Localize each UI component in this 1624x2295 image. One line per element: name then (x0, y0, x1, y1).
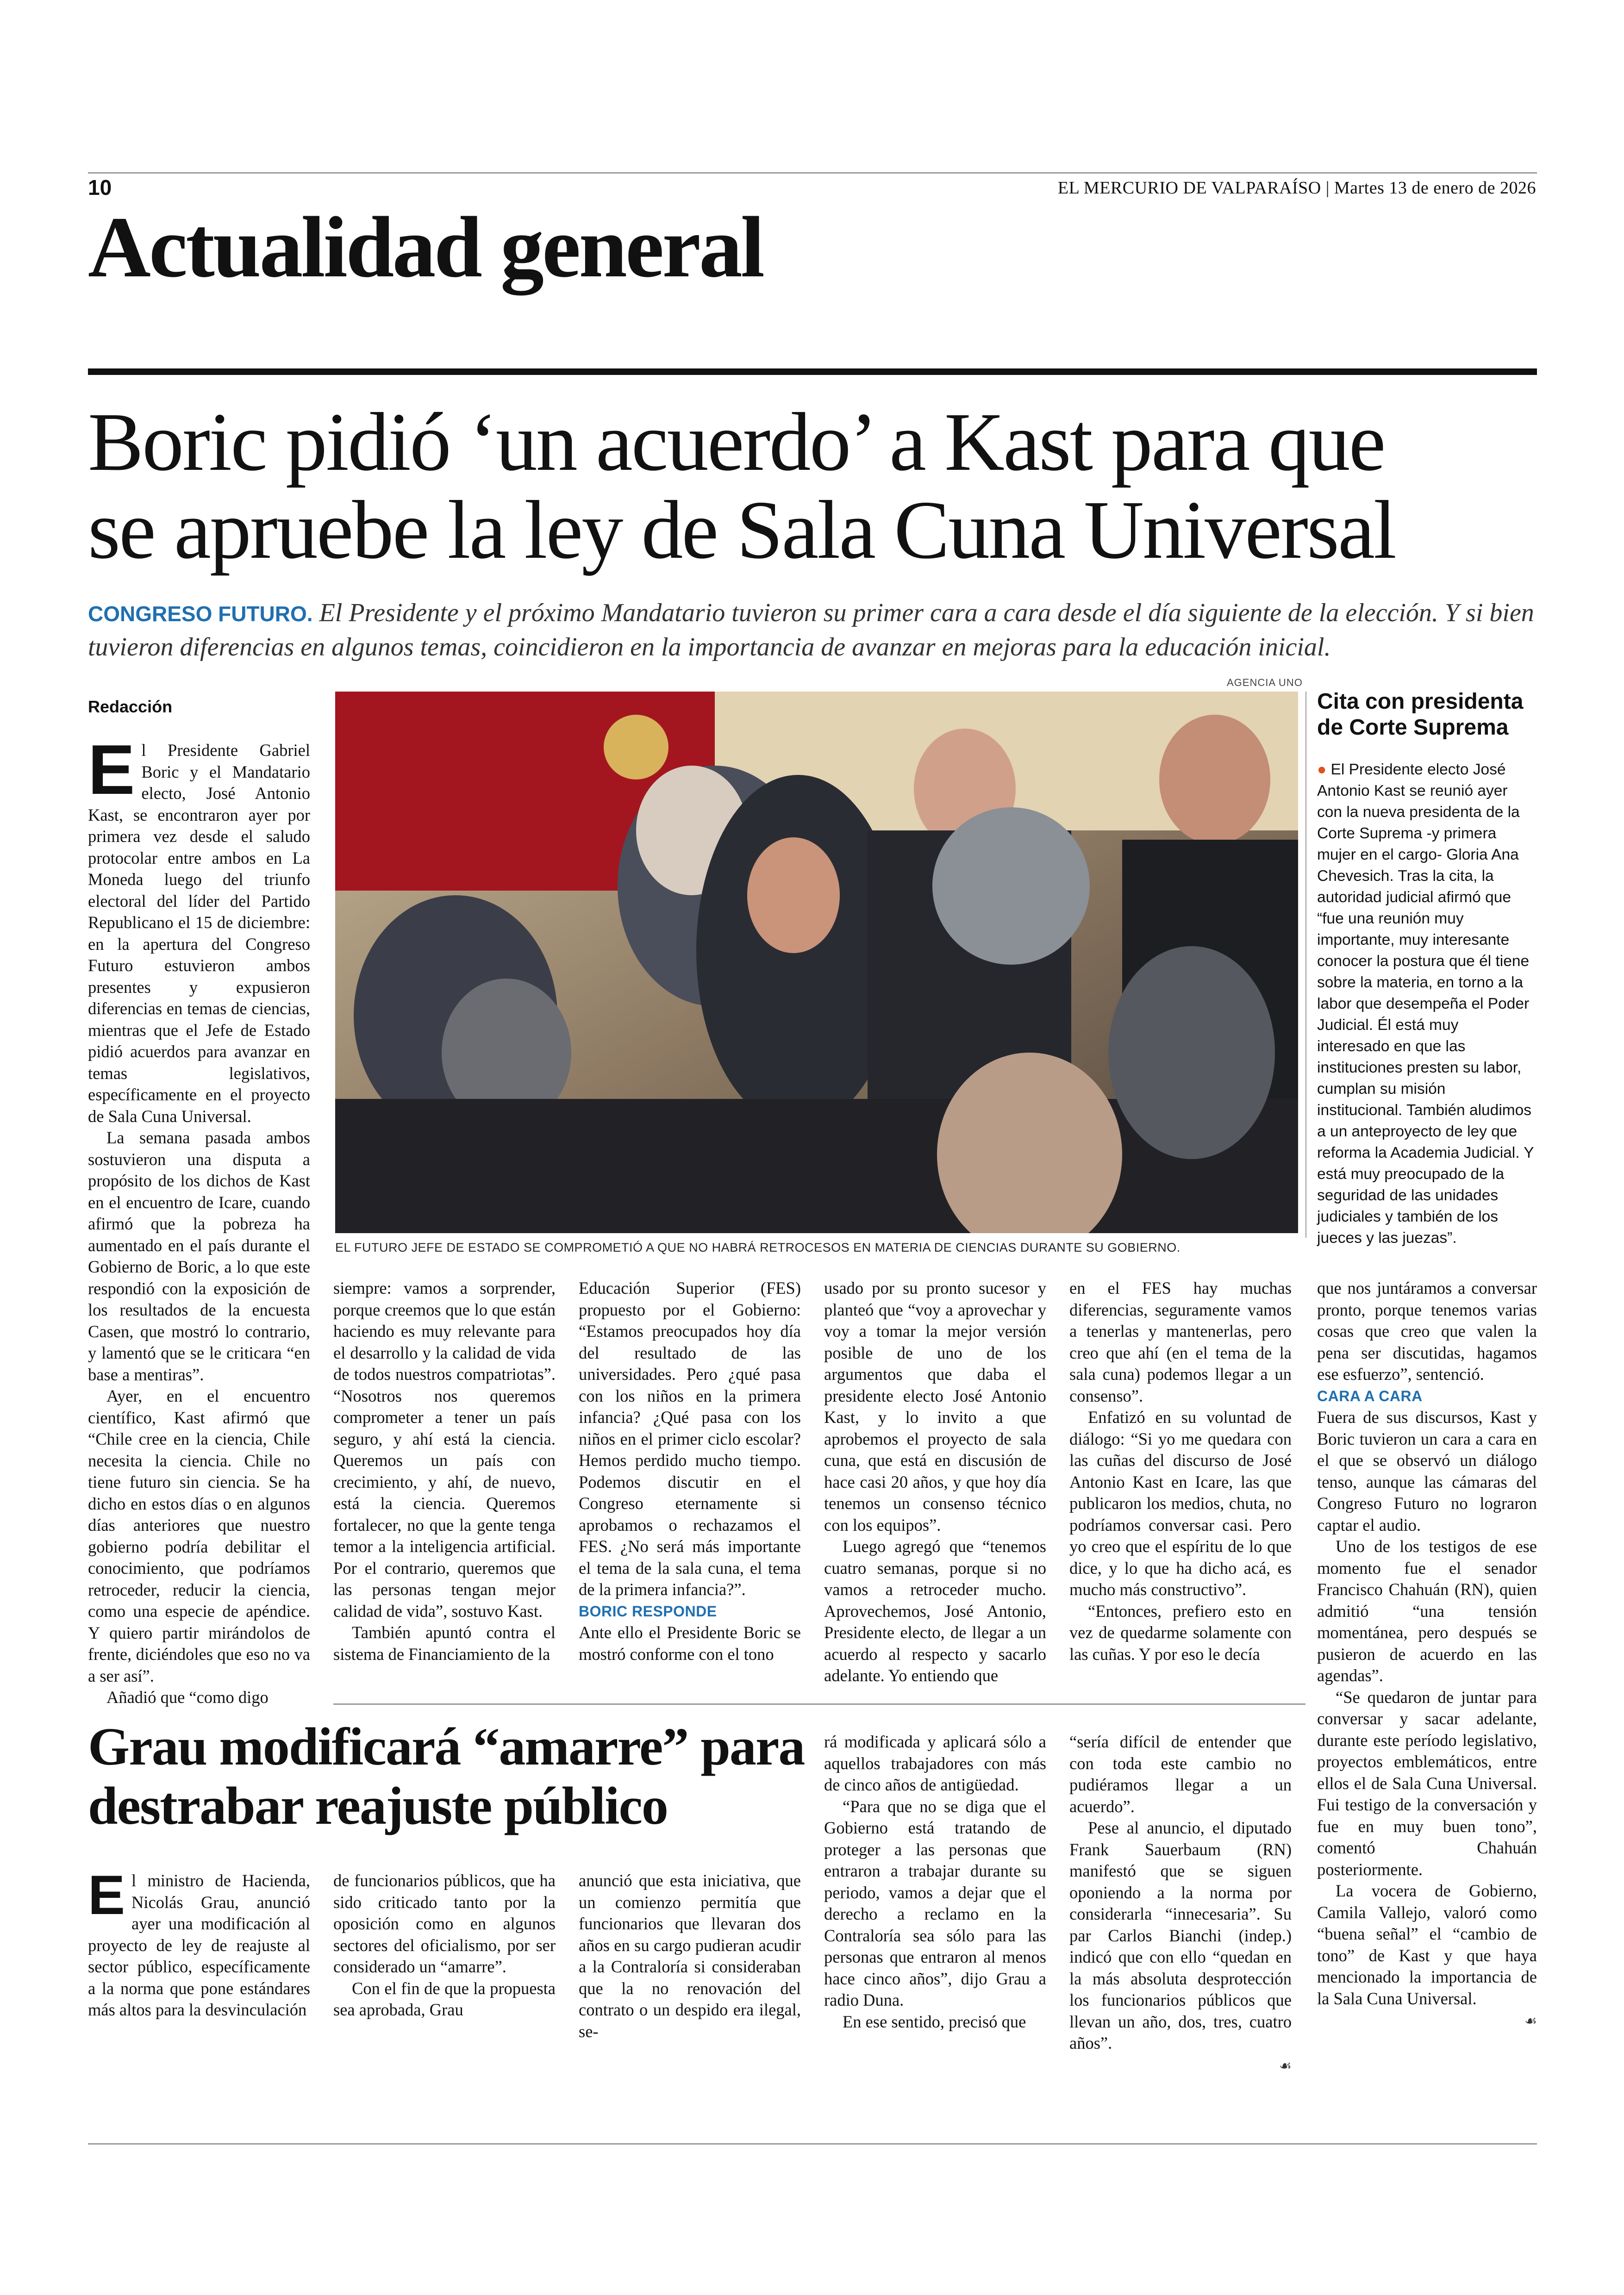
main-headline-line1: Boric pidió ‘un acuerdo’ a Kast para que (88, 396, 1385, 488)
main-col1-p3: Ayer, en el encuentro científico, Kast afirmó que “Chile cree en la ciencia, Chile necesita la ciencia. Chile no tiene futuro sin ciencia. Se ha dicho en estos días o en algunos días anteriores que nuestro gobierno podría debilitar el conocimiento, que podríamos retroceder, reducir la ciencia, como una especie de apéndice. Y quiero partir mirándolos de frente, diciéndoles que eso no va a ser así”. (88, 1386, 310, 1685)
masthead-date: EL MERCURIO DE VALPARAÍSO | Martes 13 de enero de 2026 (1057, 178, 1536, 198)
second-col-3 (579, 1870, 801, 2042)
main-col4-p2: Luego agregó que “tenemos cuatro semanas, porque si no vamos a retroceder mucho. Aprovechemos, José Antonio, Presidente electo, de llegar a un acuerdo al respecto y sacarlo adelante. Yo entiendo que (824, 1537, 1046, 1685)
main-col6-p5: La vocera de Gobierno, Camila Vallejo, valoró como “buena señal” el “cambio de tono” de Kast y que haya mencionado la importancia de la Sala Cuna Universal. (1317, 1881, 1537, 2008)
top-rule (88, 172, 1537, 174)
main-col-5 (1069, 1278, 1292, 1665)
story-divider (333, 1703, 1305, 1705)
main-col3-p1: Educación Superior (FES) propuesto por el Gobierno: “Estamos preocupados hoy día del resultado de las universidades. Pero ¿qué pasa con los niños en la primera infancia? ¿Qué pasa con los niños en el primer ciclo escolar? Hemos perdido mucho tiempo. Podemos discutir en el Congreso eternamente si aprobamos o rechazamos el FES. ¿No será más importante el tema de la sala cuna, el tema de la primera infancia?”. (579, 1278, 801, 1599)
second-col3-text: anunció que esta iniciativa, que un comienzo permitía que funcionarios que llevaran dos años en su cargo pudieran acudir a la Contraloría si consideraban que la no renovación del contrato o un despido era ilegal, se- (579, 1871, 801, 2041)
main-headline-line2: se apruebe la ley de Sala Cuna Universal (88, 484, 1395, 576)
main-col5-p2: Enfatizó en su voluntad de diálogo: “Si yo me quedara con las cuñas del discurso de José Antonio Kast en Icare, las que publicaron los medios, chuta, no podríamos conversar casi. Pero yo creo que el espíritu de lo que dice, y lo que ha dicho acá, es mucho más constructivo”. (1069, 1408, 1292, 1599)
second-col4-p3: En ese sentido, precisó que (843, 2012, 1026, 2031)
bullet-icon: ● (1317, 761, 1327, 778)
section-rule (88, 368, 1537, 375)
end-mark-icon: ☙ (1524, 2013, 1537, 2029)
main-col-4 (824, 1278, 1046, 1687)
main-col6-p3: Uno de los testigos de ese momento fue el senador Francisco Chahuán (RN), quien admitió “una tensión momentánea, pero después se pusieron de acuerdo en las agendas”. (1317, 1537, 1537, 1685)
main-col6-p1: que nos juntáramos a conversar pronto, porque tenemos varias cosas que creo que valen la pena ser discutidas, hagamos ese esfuerzo”, sentenció. (1317, 1278, 1537, 1384)
main-col1-p2: La semana pasada ambos sostuvieron una disputa a propósito de los dichos de Kast en el encuentro de Icare, cuando afirmó que la pobreza ha aumentado en el país durante el Gobierno de Boric, a lo que este respondió con la exposición de los resultados de la encuesta Casen, que mostró lo contrario, y lamentó que se le criticara “en base a mentiras”. (88, 1128, 310, 1384)
photo-illustration (335, 692, 1298, 1233)
main-col5-p1: en el FES hay muchas diferencias, seguramente vamos a tenerlas y mantenerlas, pero creo que ahí (en el tema de la sala cuna) podemos llegar a un consenso”. (1069, 1278, 1292, 1405)
second-drop-cap: E (88, 1864, 125, 1926)
main-col5-p3: “Entonces, prefiero esto en vez de quedarme solamente con las cuñas. Y por eso le decía (1069, 1601, 1292, 1664)
main-col-2 (333, 1278, 556, 1665)
main-col3-p2: Ante ello el Presidente Boric se mostró conforme con el tono (579, 1623, 801, 1664)
sidebar-title: Cita con presidenta de Corte Suprema (1317, 689, 1524, 740)
photo-credit: AGENCIA UNO (1227, 677, 1303, 688)
kicker-text: El Presidente y el próximo Mandatario tuvieron su primer cara a cara desde el día siguiente de la elección. Y si bien tuvieron diferencias en algunos temas, coincidieron en la importancia de avanzar en mejoras para la educación inicial. (88, 599, 1534, 661)
second-col-2 (333, 1870, 556, 2021)
drop-cap: E (88, 730, 135, 809)
second-headline: Grau modificará “amarre” para destrabar reajuste público (88, 1717, 805, 1836)
byline: Redacción (88, 697, 173, 716)
page-number: 10 (88, 175, 112, 200)
second-end-mark-icon: ☙ (1279, 2058, 1292, 2074)
second-col5-p1: “sería difícil de entender que con toda este cambio no pudiéramos llegar a un acuerdo”. (1069, 1732, 1292, 1816)
sidebar-body: El Presidente electo José Antonio Kast se reunió ayer con la nueva presidenta de la Corte Suprema -y primera mujer en el cargo- Gloria Ana Chevesich. Tras la cita, la autoridad judicial afirmó que “fue una reunión muy importante, muy interesante conocer la postura que él tiene sobre la materia, en torno a la labor que desempeña el Poder Judicial. Él está muy interesado en que las instituciones presten su labor, cumplan su misión institucional. También aludimos a un anteproyecto de ley que reforma la Academia Judicial. Y está muy preocupado de la seguridad de las unidades judiciales y también de los jueces y las juezas”. (1317, 761, 1534, 1247)
second-col2-p1: de funcionarios públicos, que ha sido criticado tanto por la oposición como en algunos sectores del oficialismo, por ser considerado un “amarre”. (333, 1871, 556, 1976)
main-col3-subhead: BORIC RESPONDE (579, 1603, 717, 1620)
bottom-rule (88, 2143, 1537, 2145)
kicker-keyword: CONGRESO FUTURO. (88, 602, 313, 626)
sidebar-divider (1305, 692, 1306, 1238)
second-col4-p2: “Para que no se diga que el Gobierno está tratando de proteger a las personas que entraron a trabajar durante su periodo, vamos a dejar que el derecho a reclamo en la Contraloría sea sólo para las personas que entraron al menos hace cinco años”, dijo Grau a radio Duna. (824, 1796, 1046, 2009)
photo-caption: EL FUTURO JEFE DE ESTADO SE COMPROMETIÓ A QUE NO HABRÁ RETROCESOS EN MATERIA DE CIENCIAS DURANTE SU GOBIERNO. (335, 1241, 1181, 1254)
second-col1-text: l ministro de Hacienda, Nicolás Grau, anunció ayer una modificación al proyecto de ley de reajuste al sector público, específicamente a la norma que pone estándares más altos para la desvinculación (88, 1871, 310, 2019)
main-col6-p2: Fuera de sus discursos, Kast y Boric tuvieron un cara a cara en el que se observó un diálogo tenso, aunque las cámaras del Congreso Futuro no lograron captar el audio. (1317, 1408, 1537, 1534)
sidebar-text (1317, 759, 1535, 1249)
main-col-6 (1317, 1278, 1537, 2033)
second-col2-p2: Con el fin de que la propuesta sea aprobada, Grau (333, 1978, 556, 2019)
main-col1-p4: Añadió que “como digo (106, 1688, 269, 1707)
second-col5-p2: Pese al anuncio, el diputado Frank Sauerbaum (RN) manifestó que se siguen oponiendo a la norma por considerarla “innecesaria”. Su par Carlos Bianchi (indep.) indicó que con ello “quedan en la más absoluta desprotección los funcionarios públicos que llevan un año, dos, tres, cuatro años”. (1069, 1818, 1292, 2052)
kicker (88, 596, 1537, 664)
main-headline (88, 398, 1537, 574)
section-title: Actualidad general (88, 199, 763, 295)
main-col6-p4: “Se quedaron de juntar para conversar y sacar adelante, durante este período legislativo, proyectos emblemáticos, entre ellos el de Sala Cuna Universal. Fui testigo de la conversación y fue en muy buen tono”, comentó Chahuán posteriormente. (1317, 1687, 1537, 1879)
main-col6-subhead: CARA A CARA (1317, 1387, 1423, 1404)
main-col1-p1: l Presidente Gabriel Boric y el Mandatario electo, José Antonio Kast, se encontraron ayer por primera vez desde el saludo protocolar entre ambos en La Moneda luego del triunfo electoral del líder del Partido Republicano el 15 de diciembre: en la apertura del Congreso Futuro estuvieron ambos presentes y expusieron diferencias en temas de ciencias, mientras que el Jefe de Estado pidió acuerdos para avanzar en temas legislativos, específicamente en el proyecto de Sala Cuna Universal. (88, 741, 310, 1126)
news-photo (335, 692, 1298, 1233)
second-col-1 (88, 1864, 310, 2021)
second-col-4 (824, 1731, 1046, 2033)
main-col2-p2: También apuntó contra el sistema de Financiamiento de la (333, 1623, 556, 1664)
main-col2-p1: siempre: vamos a sorprender, porque creemos que lo que están haciendo es muy relevante para el desarrollo y la calidad de vida de todos nuestros compatriotas”. “Nosotros nos queremos comprometer a tener un país seguro, y ahí está la ciencia. Queremos un país con crecimiento, y ahí, de nuevo, está la ciencia. Queremos fortalecer, no que la gente tenga temor a la inteligencia artificial. Por el contrario, queremos que las personas tengan mejor calidad de vida”, sostuvo Kast. (333, 1278, 556, 1621)
second-col4-p1: rá modificada y aplicará sólo a aquellos trabajadores con más de cinco años de antigüedad. (824, 1732, 1046, 1794)
main-col-1 (88, 730, 310, 1709)
main-col4-p1: usado por su pronto sucesor y planteó que “voy a aprovechar y voy a tomar la mejor versión posible de uno de los argumentos que daba el presidente electo José Antonio Kast, y lo invito a que aprobemos el proyecto de sala cuna, que está en discusión de hace casi 20 años, y que hoy día tenemos un consenso técnico con los equipos”. (824, 1278, 1046, 1534)
second-col-5 (1069, 1731, 1292, 2077)
main-col-3 (579, 1278, 801, 1665)
